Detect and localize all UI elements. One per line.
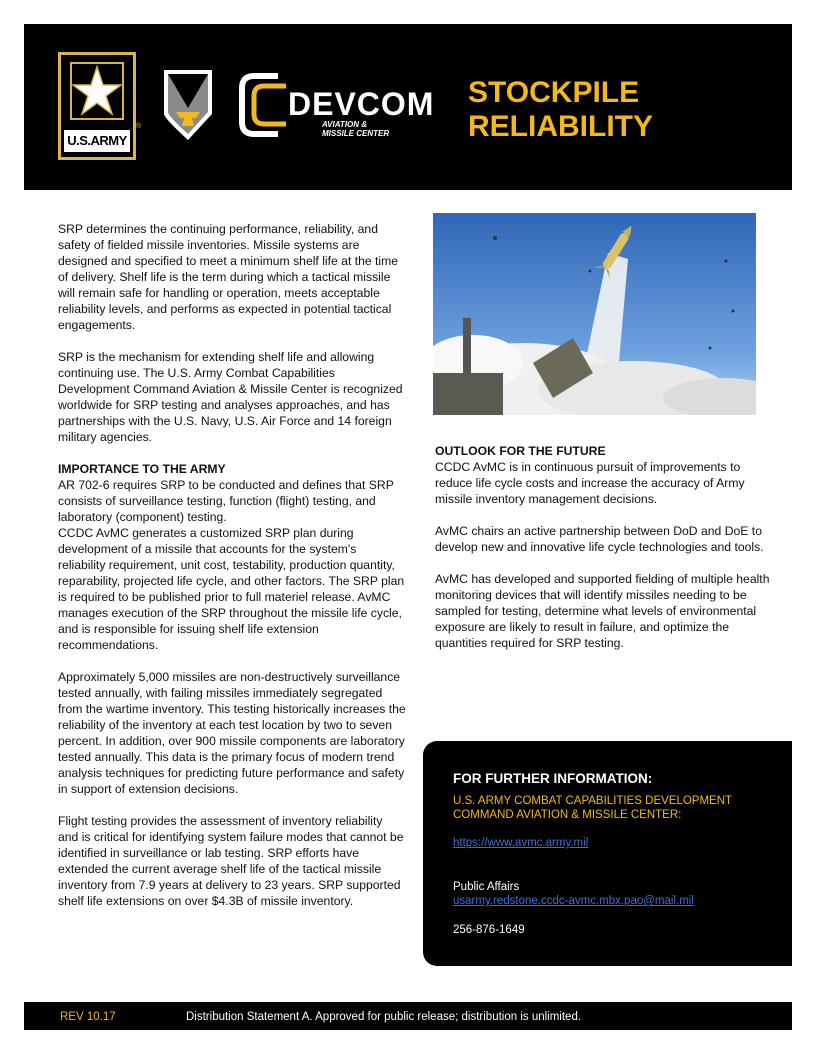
email-link[interactable]: usarmy.redstone.ccdc-avmc.mbx.pao@mail.mil	[453, 895, 694, 907]
missile-launch-photo	[433, 213, 756, 415]
srp-plan-paragraph: CCDC AvMC generates a customized SRP plan during development of a missile that accounts for the system's reliability requirement, unit cost, testability, production quantity, reparability, projected life cycle, and other factors. The SRP plan is required to be published prior to full materiel release. AvMC manages execution of the SRP throughout the missile life cycle, and is responsible for issuing shelf life extension recommendations.	[58, 526, 405, 652]
phone-number: 256-876-1649	[453, 924, 525, 936]
surveillance-paragraph: Approximately 5,000 missiles are non-destructively surveillance tested annually, with failing missiles immediately segregated from the wartime inventory. This testing historically increases the reliability of the inventory at each test location by two to seven percent. In addition, over 900 missile components are laboratory tested annually. This data is the primary focus of modern trend analysis techniques for predicting future performance and safety in support of extension decisions.	[58, 670, 406, 796]
website-link[interactable]: https://www.avmc.army.mil	[453, 837, 589, 849]
devcom-subtitle-line-2: MISSILE CENTER	[322, 129, 390, 138]
devcom-subtitle	[322, 120, 389, 138]
right-column	[435, 443, 777, 667]
revision-label: REV 10.17	[60, 1011, 116, 1023]
intro-paragraph: SRP determines the continuing performance, reliability, and safety of fielded missile inventories. Missile systems are designed and specified to meet a minimum shelf life at the time of delivery. Shelf life is the term during which a tactical missile will remain safe for handling or operation, meets acceptable reliability levels, and performs as expected in potential tactical engagements.	[58, 222, 399, 332]
info-organization: U.S. ARMY COMBAT CAPABILITIES DEVELOPMENT COMMAND AVIATION & MISSILE CENTER:	[453, 795, 732, 821]
page-title-line-2: RELIABILITY	[468, 110, 653, 143]
outlook-paragraph-3: AvMC has developed and supported fielding of multiple health monitoring devices that will identify missiles needing to be sampled for testing, determine what levels of environmental exposure are likely to result in failure, and optimize the quantities required for SRP testing.	[435, 572, 770, 650]
army-star-icon	[69, 61, 125, 121]
header-banner	[24, 24, 792, 190]
page-title-line-1: STOCKPILE	[468, 76, 640, 109]
us-army-logo	[58, 52, 136, 160]
mechanism-paragraph: SRP is the mechanism for extending shelf life and allowing continuing use. The U.S. Army Combat Capabilities Development Command Aviation & Missile Center is recognized worldwide for SRP testing and analyses approaches, and has partnerships with the U.S. Navy, U.S. Air Force and 14 foreign military agencies.	[58, 350, 403, 444]
outlook-paragraph-2: AvMC chairs an active partnership between DoD and DoE to develop new and innovative life cycle technologies and tools.	[435, 524, 764, 554]
left-column	[58, 221, 406, 925]
outlook-heading: OUTLOOK FOR THE FUTURE	[435, 444, 606, 458]
importance-heading: IMPORTANCE TO THE ARMY	[58, 462, 226, 476]
page-title	[468, 76, 653, 144]
devcom-subtitle-line-1: AVIATION &	[322, 120, 368, 129]
info-title: FOR FURTHER INFORMATION:	[453, 771, 653, 786]
footer-bar	[24, 1002, 792, 1030]
devcom-wordmark: DEVCOM	[288, 86, 435, 122]
distribution-statement: Distribution Statement A. Approved for public release; distribution is unlimited.	[186, 1011, 582, 1023]
contact-info-box	[423, 741, 792, 966]
devcom-logo	[238, 72, 438, 138]
outlook-paragraph-1: CCDC AvMC is in continuous pursuit of improvements to reduce life cycle costs and increase the accuracy of Army missile inventory management decisions.	[435, 460, 745, 506]
public-affairs-label: Public Affairs	[453, 881, 520, 893]
registered-mark: ®	[136, 123, 142, 130]
anvil-shield-icon	[162, 68, 214, 142]
flight-testing-paragraph: Flight testing provides the assessment of inventory reliability and is critical for identifying system failure modes that cannot be identified in surveillance or lab testing. SRP efforts have extended the current average shelf life of the tactical missile inventory from 7.9 years at delivery to 23 years. SRP supported shelf life extensions on over $4.3B of missile inventory.	[58, 814, 404, 908]
army-logo-wordmark: U.S.ARMY	[64, 130, 130, 152]
ar-702-paragraph: AR 702-6 requires SRP to be conducted and defines that SRP consists of surveillance testing, function (flight) testing, and laboratory (component) testing.	[58, 478, 394, 524]
